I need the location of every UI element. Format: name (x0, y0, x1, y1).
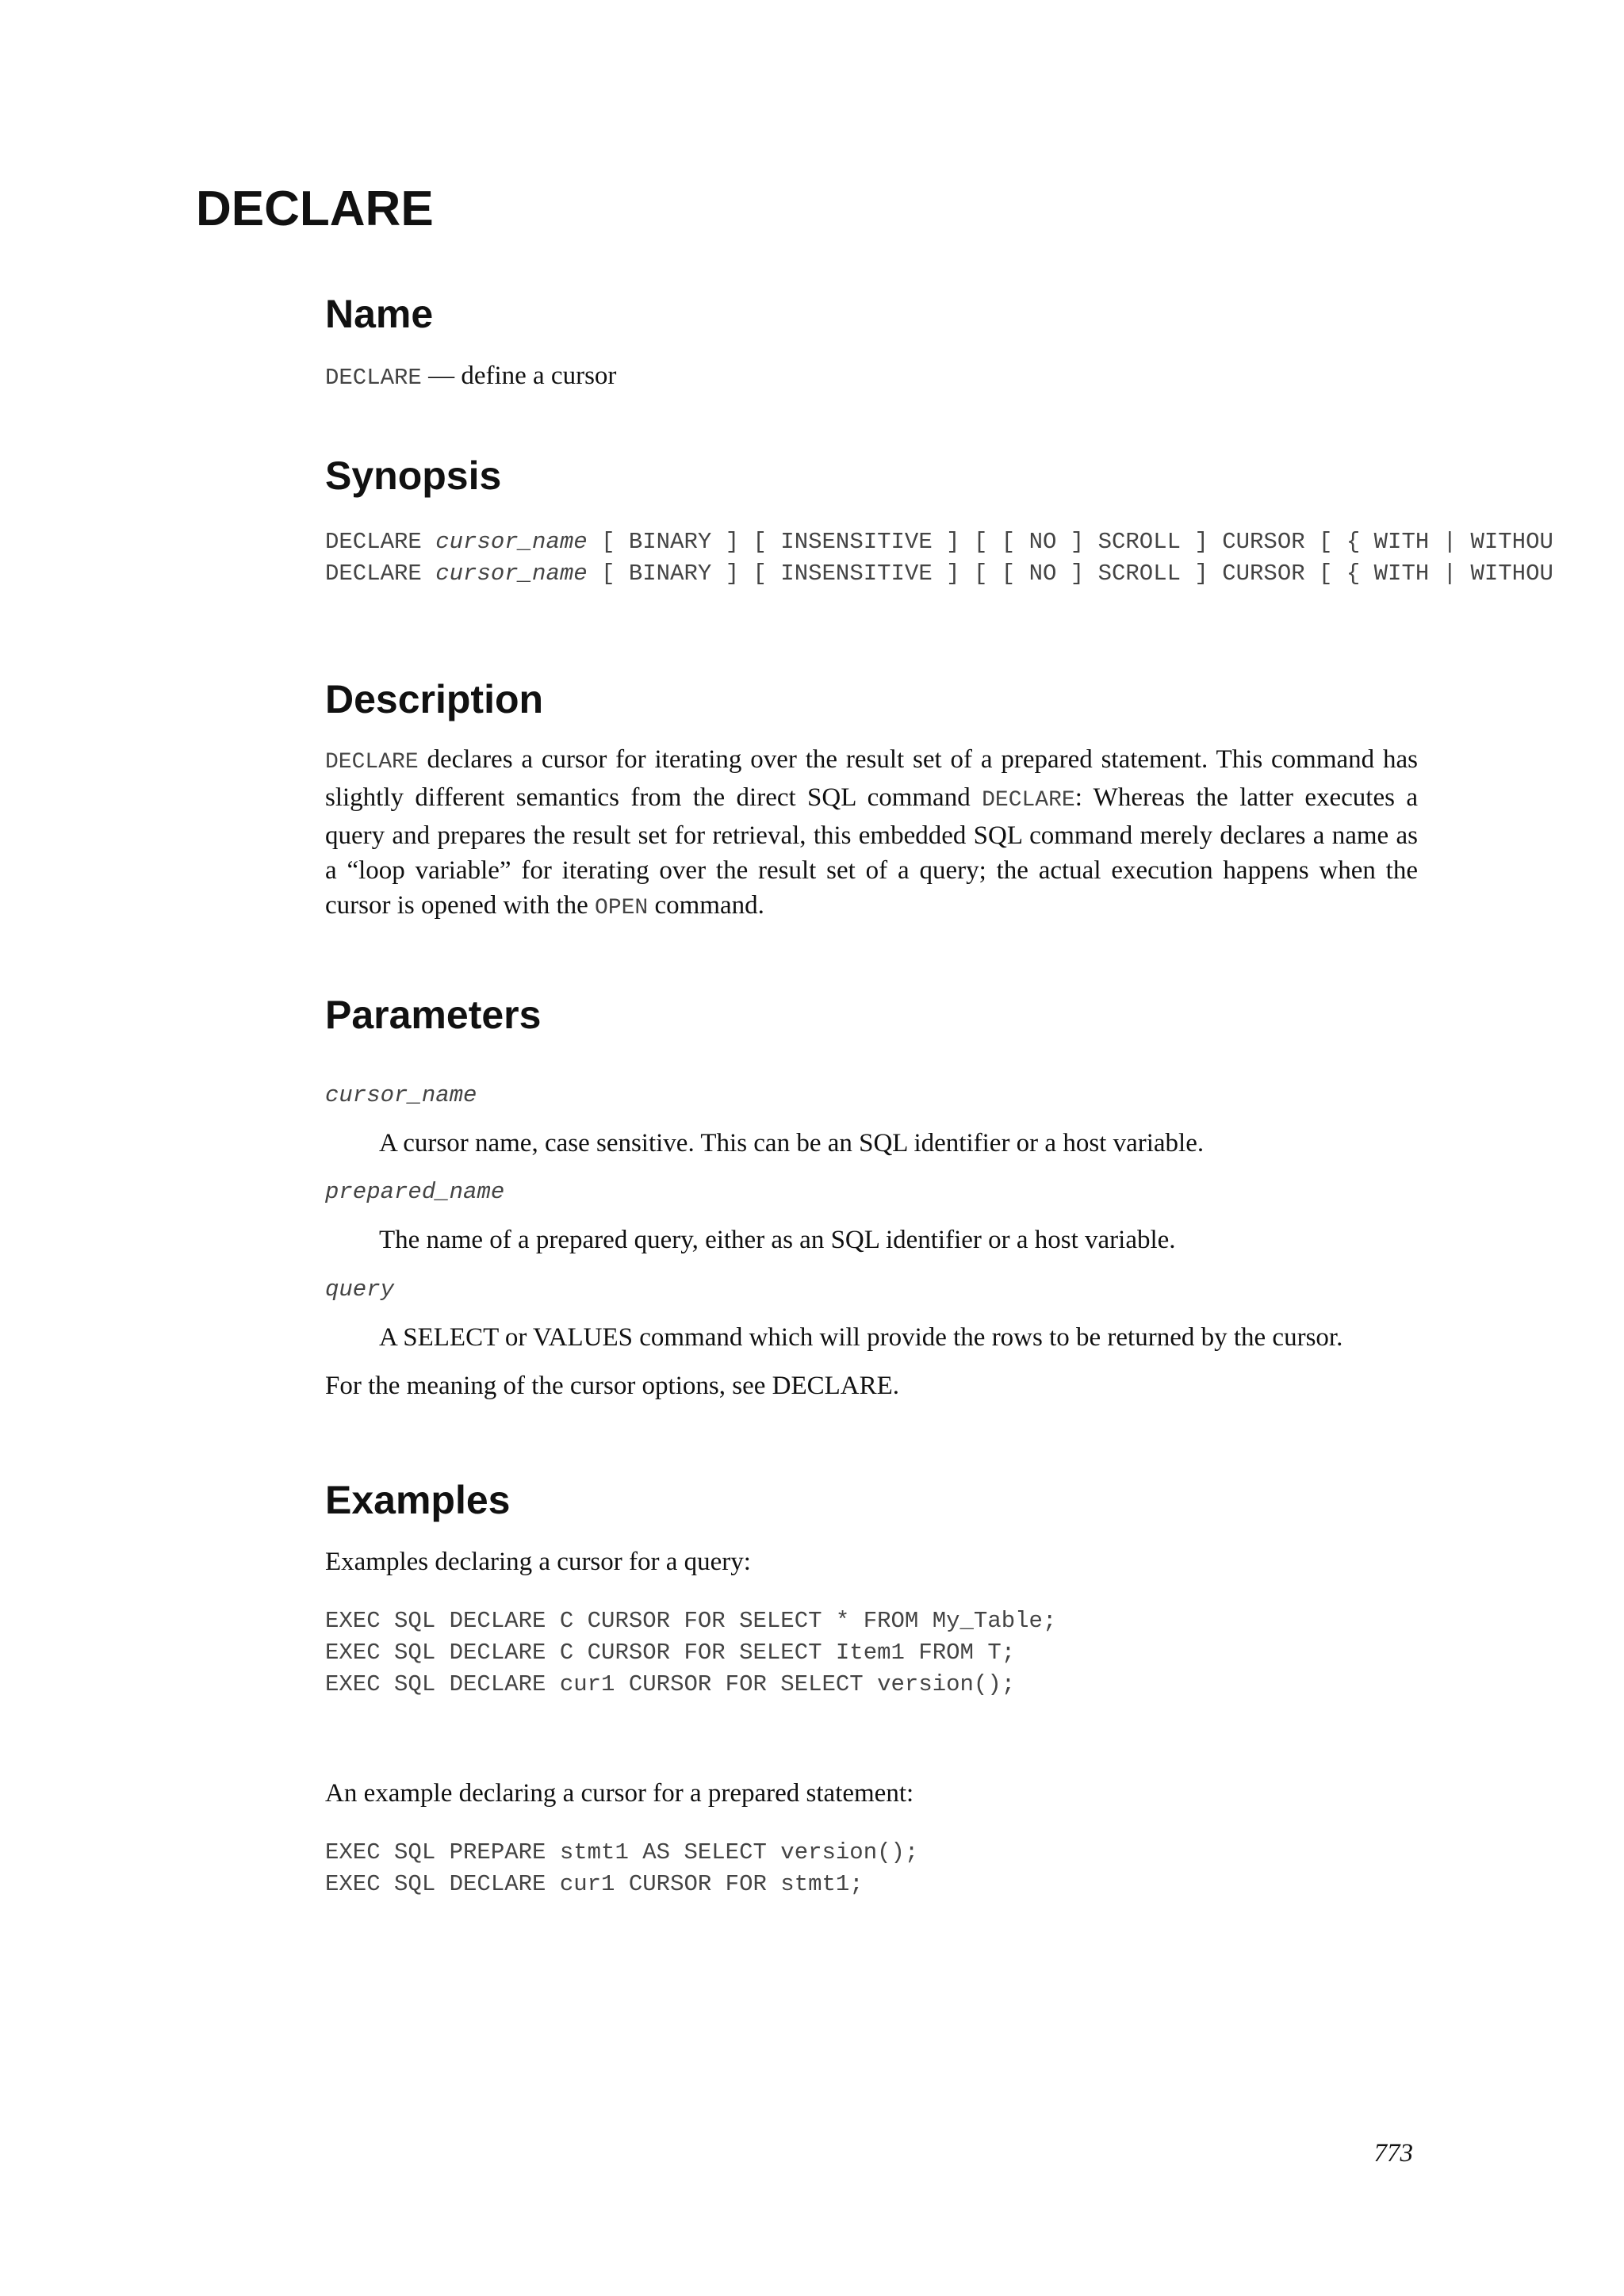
name-summary (325, 358, 616, 396)
parameter-definition: A SELECT or VALUES command which will provide the rows to be returned by the cursor. (379, 1323, 1343, 1352)
parameter-term: prepared_name (325, 1179, 505, 1205)
code-line: EXEC SQL DECLARE cur1 CURSOR FOR SELECT version(); (325, 1671, 1016, 1697)
synopsis-line (325, 526, 1624, 558)
parameter-term: query (325, 1276, 395, 1303)
inline-code-open: OPEN (595, 896, 649, 920)
description-text: : Whereas the latter executes a query and prepares the result set for retrieval, this embedded SQL command merely declares a name as a “loop variable” for iterating over the result set of a query; the actual execution happens when the cursor is opened with the (325, 783, 1419, 920)
inline-code-declare: DECLARE (325, 750, 419, 775)
description-paragraph (325, 742, 1418, 926)
parameter-term: cursor_name (325, 1082, 477, 1108)
examples-intro: Examples declaring a cursor for a query: (325, 1548, 751, 1576)
examples-intro: An example declaring a cursor for a prepared statement: (325, 1779, 914, 1808)
synopsis-keyword: DECLARE (325, 561, 436, 587)
description-text: declares a cursor for iterating over the result set of a prepared statement. This command has slightly different semantics from the direct SQL command (325, 745, 1418, 812)
description-heading: Description (325, 677, 544, 721)
parameters-footnote: For the meaning of the cursor options, see DECLARE. (325, 1372, 900, 1400)
inline-code-declare: DECLARE (982, 788, 1075, 813)
synopsis-param: cursor_name (435, 561, 588, 587)
code-line: EXEC SQL PREPARE stmt1 AS SELECT version(); (325, 1839, 919, 1866)
name-heading: Name (325, 292, 434, 336)
description-text: command. (648, 891, 764, 920)
examples-heading: Examples (325, 1478, 511, 1522)
parameter-definition: A cursor name, case sensitive. This can be an SQL identifier or a host variable. (379, 1129, 1205, 1158)
page-number: 773 (1373, 2139, 1413, 2168)
code-line: EXEC SQL DECLARE cur1 CURSOR FOR stmt1; (325, 1871, 864, 1897)
code-line: EXEC SQL DECLARE C CURSOR FOR SELECT Item1 FROM T; (325, 1640, 1016, 1666)
synopsis-heading: Synopsis (325, 453, 502, 498)
name-command: DECLARE (325, 365, 422, 391)
synopsis-param: cursor_name (435, 529, 588, 555)
synopsis-keyword: DECLARE (325, 529, 436, 555)
page-title: DECLARE (196, 182, 434, 236)
code-line: EXEC SQL DECLARE C CURSOR FOR SELECT * FROM My_Table; (325, 1608, 1057, 1634)
parameter-definition: The name of a prepared query, either as an SQL identifier or a host variable. (379, 1226, 1176, 1254)
synopsis-options: [ BINARY ] [ INSENSITIVE ] [ [ NO ] SCROLL ] CURSOR [ { WITH | WITHOU (587, 529, 1553, 555)
synopsis-options: [ BINARY ] [ INSENSITIVE ] [ [ NO ] SCROLL ] CURSOR [ { WITH | WITHOU (587, 561, 1553, 587)
synopsis-line (325, 558, 1624, 590)
parameters-heading: Parameters (325, 993, 542, 1037)
name-description: — define a cursor (421, 362, 617, 390)
